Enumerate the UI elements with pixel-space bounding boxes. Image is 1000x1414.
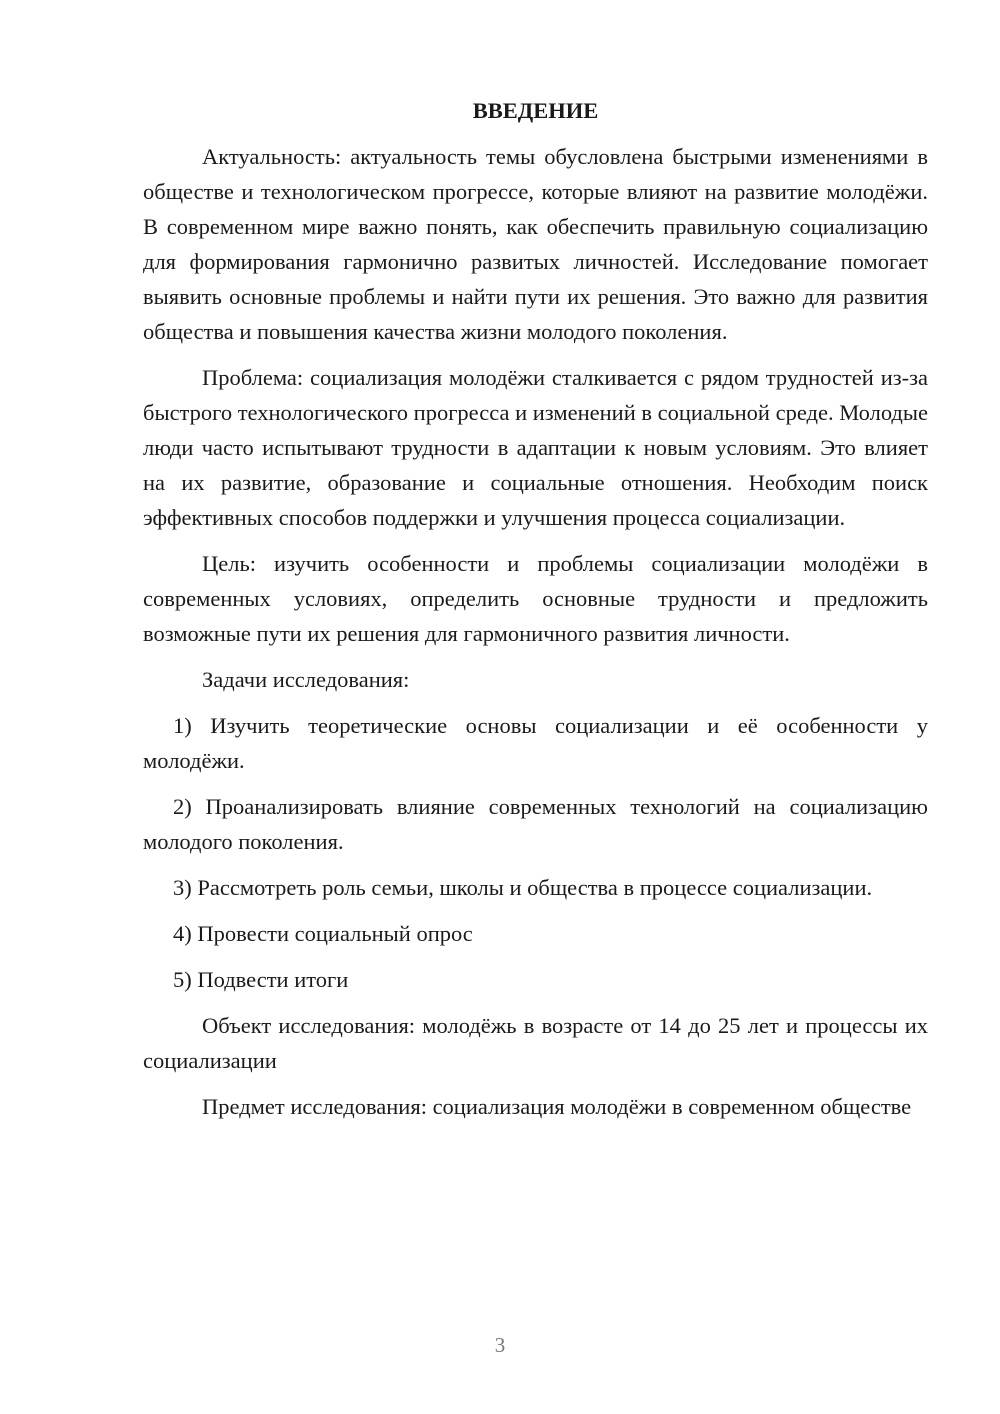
task-item-3: 3) Рассмотреть роль семьи, школы и общества в процессе социализации.	[173, 875, 873, 900]
document-page	[143, 92, 928, 1135]
page-number: 3	[494, 1333, 506, 1357]
task-item-4: 4) Провести социальный опрос	[173, 921, 473, 946]
tasks-heading: Задачи исследования:	[202, 667, 410, 692]
task-item-2: 2) Проанализировать влияние современных технологий на социализацию молодого поколения.	[143, 794, 928, 854]
paragraph-subject: Предмет исследования: социализация молодёжи в современном обществе	[202, 1094, 912, 1119]
paragraph-problem: Проблема: социализация молодёжи сталкивается с рядом трудностей из-за быстрого технологического прогресса и изменений в социальной среде. Молодые люди часто испытывают трудности в адаптации к новым условиям. Это влияет на их развитие, образование и социальные отношения. Необходим поиск эффективных способов поддержки и улучшения процесса социализации.	[143, 365, 928, 530]
task-item-1: 1) Изучить теоретические основы социализации и её особенности у молодёжи.	[143, 713, 928, 773]
paragraph-object: Объект исследования: молодёжь в возрасте от 14 до 25 лет и процессы их социализации	[143, 1013, 928, 1073]
paragraph-goal: Цель: изучить особенности и проблемы социализации молодёжи в современных условиях, определить основные трудности и предложить возможные пути их решения для гармоничного развития личности.	[143, 551, 928, 646]
section-heading: ВВЕДЕНИЕ	[472, 98, 599, 123]
paragraph-relevance: Актуальность: актуальность темы обусловлена быстрыми изменениями в обществе и технологическом прогрессе, которые влияют на развитие молодёжи. В современном мире важно понять, как обеспечить правильную социализацию для формирования гармонично развитых личностей. Исследование помогает выявить основные проблемы и найти пути их решения. Это важно для развития общества и повышения качества жизни молодого поколения.	[143, 144, 928, 344]
task-item-5: 5) Подвести итоги	[173, 967, 349, 992]
